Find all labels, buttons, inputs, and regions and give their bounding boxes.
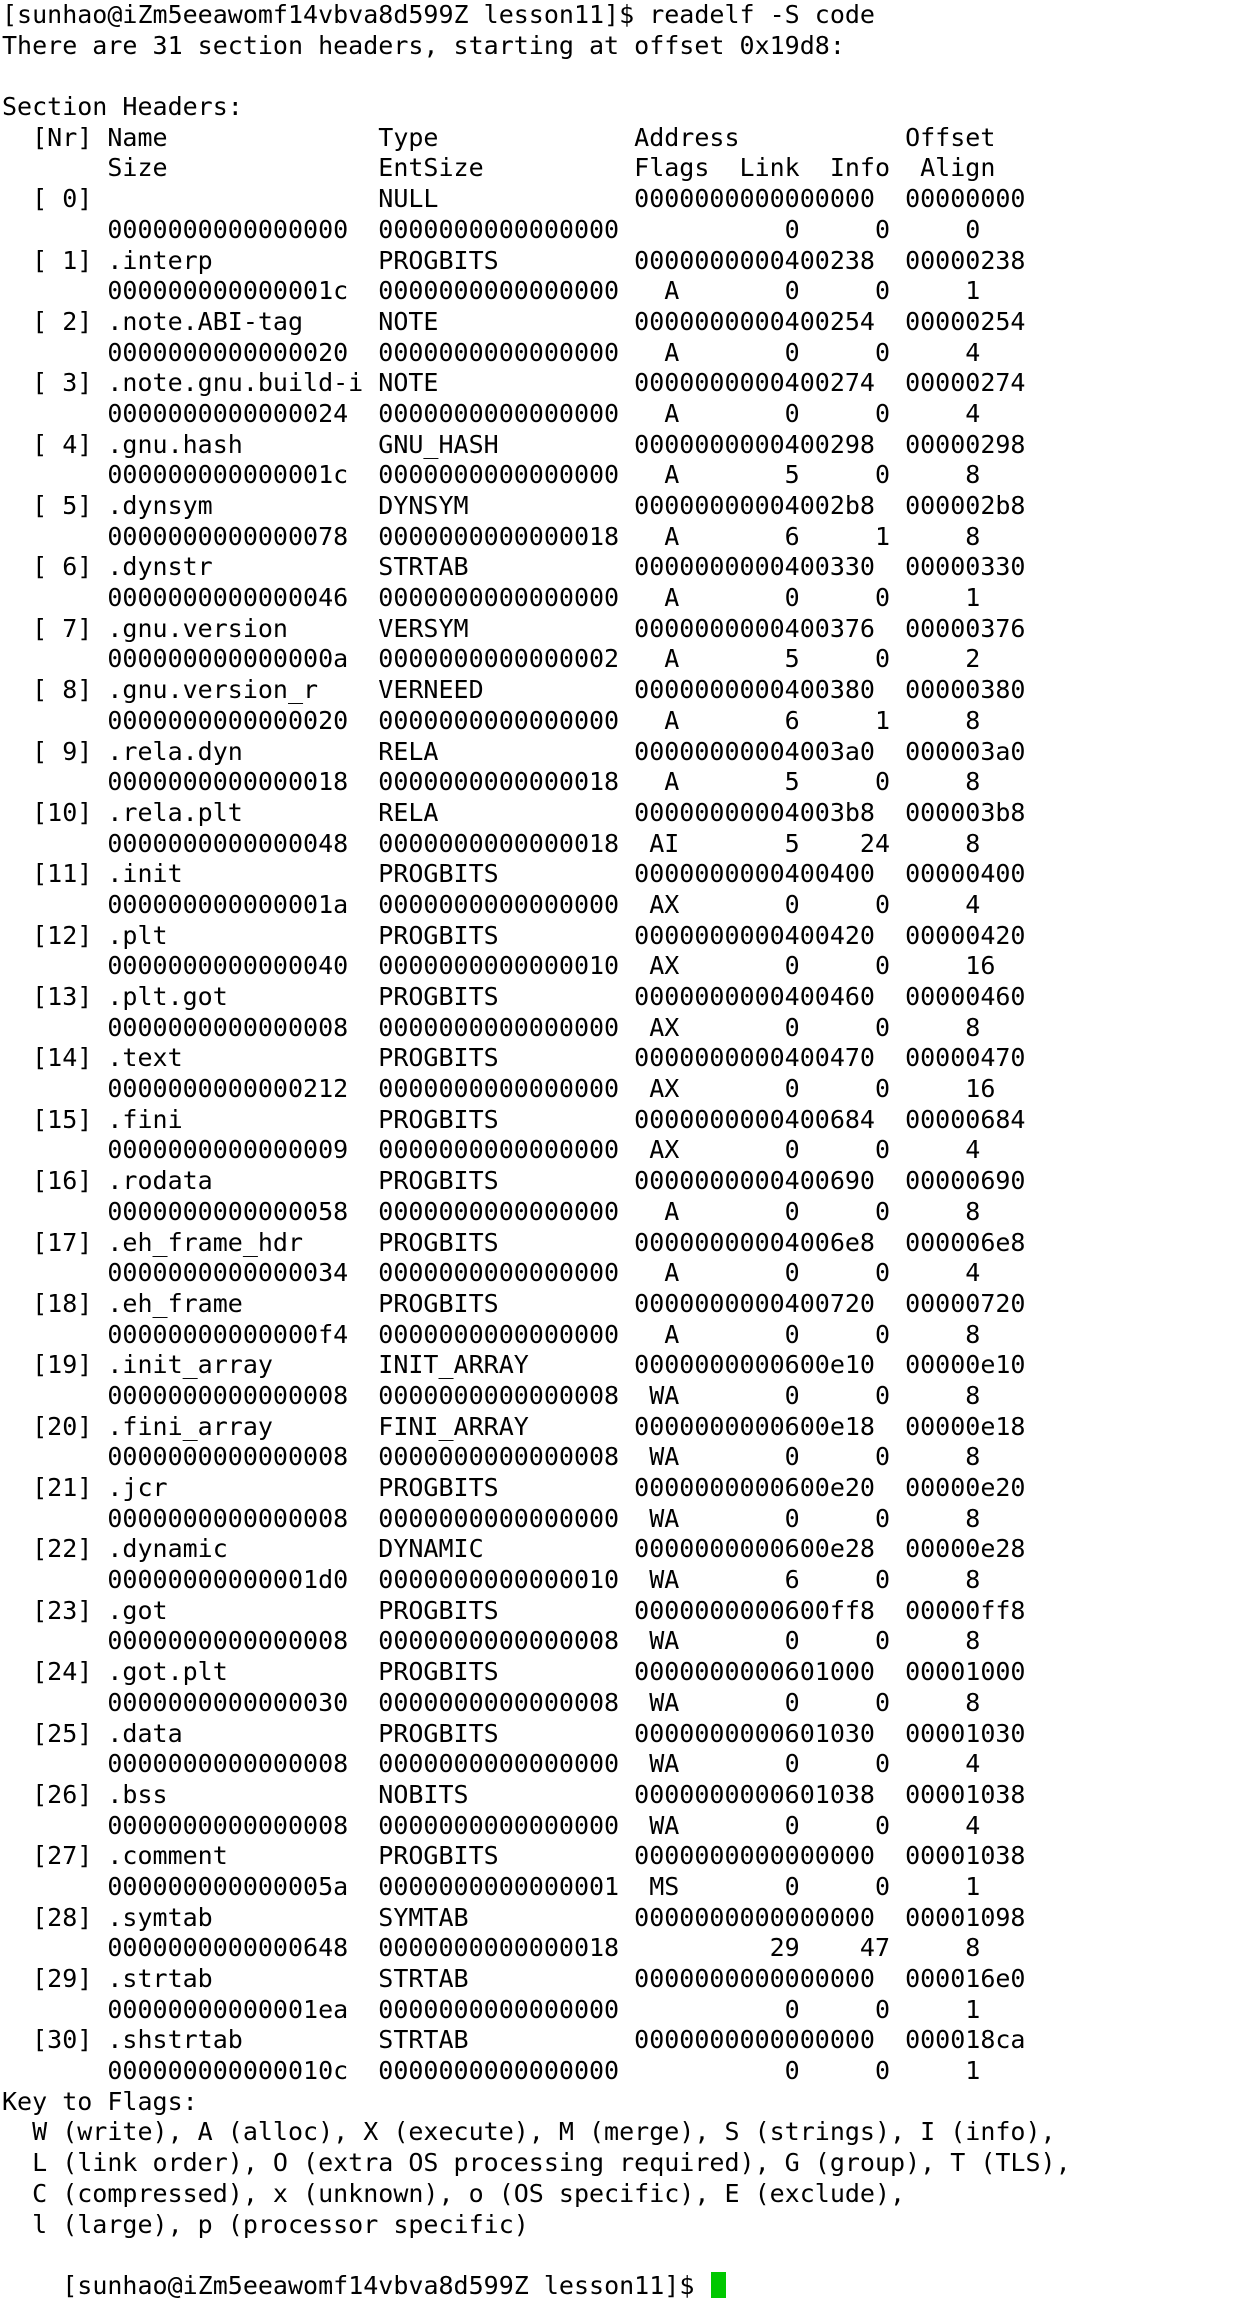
terminal-line: [13] .plt.got PROGBITS 0000000000400460 00000460 [2,982,1026,1011]
terminal-line: 000000000000010c 0000000000000000 0 0 1 [2,2056,981,2086]
terminal-line: 0000000000000212 0000000000000000 AX 0 0 16 [2,1074,996,1104]
terminal-line: 000000000000005a 0000000000000001 MS 0 0 1 [2,1871,981,1901]
terminal-line: [19] .init_array INIT_ARRAY 0000000000600e10 00000e10 [2,1350,1026,1380]
shell-prompt: [sunhao@iZm5eeawomf14vbva8d599Z lesson11]$ [62,2270,695,2300]
terminal-line: [ 8] .gnu.version_r VERNEED 0000000000400380 00000380 [2,675,1026,705]
terminal-line: Size EntSize Flags Link Info Align [2,153,996,183]
terminal-line: 000000000000001c 0000000000000000 A 5 0 8 [2,460,981,490]
terminal-line: [22] .dynamic DYNAMIC 0000000000600e28 00000e28 [2,1534,1026,1564]
terminal-line: [17] .eh_frame_hdr PROGBITS 00000000004006e8 000006e8 [2,1227,1026,1257]
terminal-line: [ 2] .note.ABI-tag NOTE 0000000000400254 00000254 [2,306,1026,336]
terminal-line: 0000000000000008 0000000000000000 WA 0 0 4 [2,1749,981,1779]
terminal-line: [25] .data PROGBITS 0000000000601030 00001030 [2,1718,1026,1748]
terminal-line: [ 5] .dynsym DYNSYM 00000000004002b8 000002b8 [2,491,1026,520]
terminal-line: Key to Flags: [2,2086,198,2116]
prompt-line[interactable] [0,2240,1236,2300]
terminal-line: 0000000000000008 0000000000000008 WA 0 0 8 [2,1442,981,1472]
terminal-line: [24] .got.plt PROGBITS 0000000000601000 00001000 [2,1657,1026,1687]
terminal-line: 0000000000000046 0000000000000000 A 0 0 1 [2,583,981,613]
terminal-line: There are 31 section headers, starting at offset 0x19d8: [2,30,845,60]
terminal-line: C (compressed), x (unknown), o (OS specific), E (exclude), [2,2178,906,2208]
terminal-line: [20] .fini_array FINI_ARRAY 0000000000600e18 00000e18 [2,1411,1026,1441]
terminal-line: 0000000000000030 0000000000000008 WA 0 0 8 [2,1687,981,1717]
terminal-line: 0000000000000008 0000000000000008 WA 0 0 8 [2,1380,981,1410]
terminal-line [2,61,1236,92]
terminal-line: l (large), p (processor specific) [2,2209,529,2239]
terminal-line: [ 4] .gnu.hash GNU_HASH 0000000000400298 00000298 [2,429,1026,459]
terminal-line: [Nr] Name Type Address Offset [2,122,996,152]
terminal-line: 00000000000001ea 0000000000000000 0 0 1 [2,1994,981,2024]
terminal-line: 0000000000000024 0000000000000000 A 0 0 4 [2,398,981,428]
terminal-line: 0000000000000008 0000000000000000 WA 0 0 8 [2,1503,981,1533]
terminal-line: [sunhao@iZm5eeawomf14vbva8d599Z lesson11]$ readelf -S code [2,0,875,29]
terminal-line: 0000000000000009 0000000000000000 AX 0 0 4 [2,1135,981,1165]
terminal-line: L (link order), O (extra OS processing required), G (group), T (TLS), [2,2148,1071,2178]
terminal-line: 0000000000000008 0000000000000000 AX 0 0 8 [2,1012,981,1042]
terminal-line: 0000000000000048 0000000000000018 AI 5 24 8 [2,828,981,858]
terminal-line: 0000000000000040 0000000000000010 AX 0 0 16 [2,951,996,981]
terminal-line: Section Headers: [2,92,243,122]
terminal-line: [28] .symtab SYMTAB 0000000000000000 00001098 [2,1902,1026,1932]
terminal-line: [10] .rela.plt RELA 00000000004003b8 000003b8 [2,797,1026,827]
terminal-line: [27] .comment PROGBITS 0000000000000000 00001038 [2,1841,1026,1871]
terminal-line: 0000000000000058 0000000000000000 A 0 0 8 [2,1196,981,1226]
terminal-line: [21] .jcr PROGBITS 0000000000600e20 00000e20 [2,1473,1026,1502]
terminal-line: [12] .plt PROGBITS 0000000000400420 00000420 [2,920,1026,950]
terminal-line: [ 7] .gnu.version VERSYM 0000000000400376 00000376 [2,613,1026,643]
terminal-line: [30] .shstrtab STRTAB 0000000000000000 000018ca [2,2025,1026,2055]
terminal-line: [26] .bss NOBITS 0000000000601038 00001038 [2,1779,1026,1809]
terminal-line: [11] .init PROGBITS 0000000000400400 00000400 [2,859,1026,889]
terminal-line: 0000000000000018 0000000000000018 A 5 0 8 [2,767,981,797]
terminal-line: [ 3] .note.gnu.build-i NOTE 0000000000400274 00000274 [2,368,1026,398]
terminal-line: [ 9] .rela.dyn RELA 00000000004003a0 000003a0 [2,736,1026,766]
terminal-line: 0000000000000008 0000000000000000 WA 0 0 4 [2,1810,981,1840]
terminal-line: W (write), A (alloc), X (execute), M (merge), S (strings), I (info), [2,2117,1056,2147]
terminal-line: 0000000000000020 0000000000000000 A 6 1 8 [2,705,981,735]
terminal-line: [18] .eh_frame PROGBITS 0000000000400720 00000720 [2,1288,1026,1318]
terminal-line: 0000000000000648 0000000000000018 29 47 8 [2,1933,981,1963]
terminal-line: [15] .fini PROGBITS 0000000000400684 00000684 [2,1104,1026,1134]
terminal-line: [ 6] .dynstr STRTAB 0000000000400330 00000330 [2,552,1026,582]
terminal-line: [29] .strtab STRTAB 0000000000000000 000016e0 [2,1964,1026,1993]
terminal-line: [16] .rodata PROGBITS 0000000000400690 00000690 [2,1166,1026,1196]
terminal-line: 0000000000000034 0000000000000000 A 0 0 4 [2,1258,981,1288]
terminal-line: [23] .got PROGBITS 0000000000600ff8 00000ff8 [2,1595,1026,1625]
terminal-line: 000000000000000a 0000000000000002 A 5 0 2 [2,644,981,674]
terminal-line: 00000000000001d0 0000000000000010 WA 6 0 8 [2,1565,981,1595]
terminal-line: [ 1] .interp PROGBITS 0000000000400238 00000238 [2,245,1026,275]
terminal-line: 000000000000001a 0000000000000000 AX 0 0 4 [2,889,981,919]
terminal-line: [14] .text PROGBITS 0000000000400470 00000470 [2,1043,1026,1073]
terminal-line: 000000000000001c 0000000000000000 A 0 0 1 [2,276,981,306]
terminal-line: 00000000000000f4 0000000000000000 A 0 0 8 [2,1319,981,1349]
terminal-line: 0000000000000078 0000000000000018 A 6 1 8 [2,521,981,551]
terminal-cursor [711,2272,726,2298]
terminal-line: 0000000000000008 0000000000000008 WA 0 0 8 [2,1626,981,1656]
terminal-line: [ 0] NULL 0000000000000000 00000000 [2,184,1026,214]
terminal-line: 0000000000000020 0000000000000000 A 0 0 4 [2,337,981,367]
terminal-line: 0000000000000000 0000000000000000 0 0 0 [2,214,981,244]
